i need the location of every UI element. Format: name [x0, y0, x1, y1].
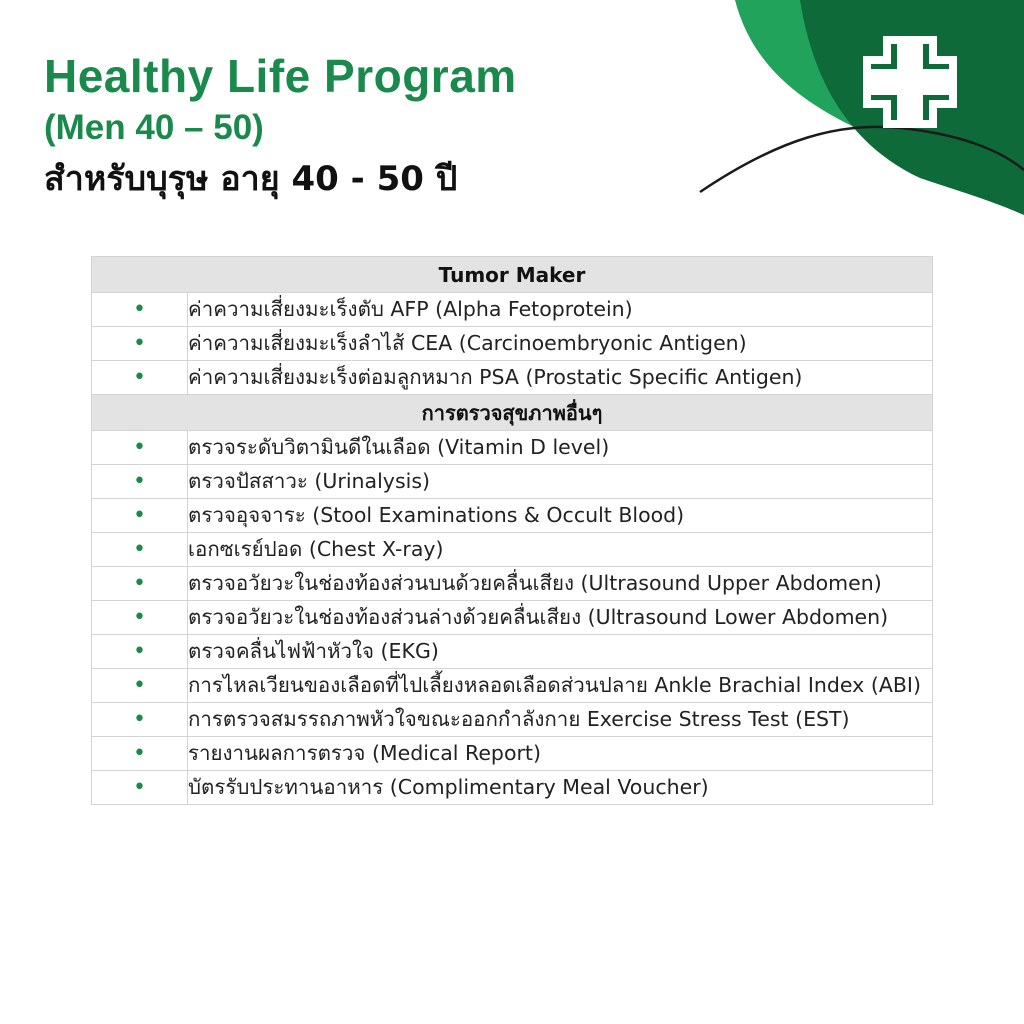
bullet-cell — [92, 635, 188, 669]
item-text: รายงานผลการตรวจ (Medical Report) — [188, 737, 933, 771]
item-text: ค่าความเสี่ยงมะเร็งตับ AFP (Alpha Fetoprotein) — [188, 293, 933, 327]
table-row — [92, 327, 933, 361]
bullet-icon: • — [133, 570, 146, 596]
section-header-row — [92, 395, 933, 431]
bullet-cell — [92, 465, 188, 499]
bullet-cell — [92, 431, 188, 465]
bullet-cell — [92, 361, 188, 395]
table-row — [92, 499, 933, 533]
bullet-icon: • — [133, 706, 146, 732]
item-text: ตรวจคลื่นไฟฟ้าหัวใจ (EKG) — [188, 635, 933, 669]
section-title: Tumor Maker — [92, 257, 933, 293]
table-row — [92, 465, 933, 499]
bullet-icon: • — [133, 672, 146, 698]
bullet-icon: • — [133, 740, 146, 766]
table-row — [92, 533, 933, 567]
bullet-cell — [92, 669, 188, 703]
item-text: การไหลเวียนของเลือดที่ไปเลี้ยงหลอดเลือดส่วนปลาย Ankle Brachial Index (ABI) — [188, 669, 933, 703]
bullet-cell — [92, 771, 188, 805]
bullet-cell — [92, 703, 188, 737]
table-row — [92, 361, 933, 395]
item-text: ตรวจอวัยวะในช่องท้องส่วนบนด้วยคลื่นเสียง (Ultrasound Upper Abdomen) — [188, 567, 933, 601]
table-row — [92, 567, 933, 601]
bullet-icon: • — [133, 638, 146, 664]
program-table — [91, 256, 933, 805]
item-text: การตรวจสมรรถภาพหัวใจขณะออกกำลังกาย Exercise Stress Test (EST) — [188, 703, 933, 737]
item-text: เอกซเรย์ปอด (Chest X-ray) — [188, 533, 933, 567]
section-header-row — [92, 257, 933, 293]
bullet-cell — [92, 327, 188, 361]
title-block — [44, 48, 517, 204]
table-row — [92, 737, 933, 771]
bullet-icon: • — [133, 364, 146, 390]
bullet-icon: • — [133, 604, 146, 630]
item-text: ค่าความเสี่ยงมะเร็งต่อมลูกหมาก PSA (Prostatic Specific Antigen) — [188, 361, 933, 395]
bullet-icon: • — [133, 434, 146, 460]
item-text: บัตรรับประทานอาหาร (Complimentary Meal Voucher) — [188, 771, 933, 805]
bullet-icon: • — [133, 502, 146, 528]
bullet-icon: • — [133, 330, 146, 356]
bullet-icon: • — [133, 468, 146, 494]
table-row — [92, 601, 933, 635]
table-row — [92, 635, 933, 669]
item-text: ตรวจระดับวิตามินดีในเลือด (Vitamin D level) — [188, 431, 933, 465]
table-row — [92, 771, 933, 805]
table-row — [92, 669, 933, 703]
bullet-icon: • — [133, 774, 146, 800]
bullet-cell — [92, 533, 188, 567]
thai-title: สำหรับบุรุษ อายุ 40 - 50 ปี — [44, 159, 458, 199]
page-title: Healthy Life Program — [44, 50, 517, 102]
bullet-cell — [92, 601, 188, 635]
bullet-cell — [92, 499, 188, 533]
item-text: ตรวจปัสสาวะ (Urinalysis) — [188, 465, 933, 499]
bullet-cell — [92, 567, 188, 601]
item-text: ตรวจอวัยวะในช่องท้องส่วนล่างด้วยคลื่นเสียง (Ultrasound Lower Abdomen) — [188, 601, 933, 635]
item-text: ค่าความเสี่ยงมะเร็งลำไส้ CEA (Carcinoembryonic Antigen) — [188, 327, 933, 361]
table-row — [92, 703, 933, 737]
bullet-icon: • — [133, 296, 146, 322]
page-subtitle: (Men 40 – 50) — [44, 108, 264, 147]
table-row — [92, 431, 933, 465]
bullet-cell — [92, 293, 188, 327]
bullet-cell — [92, 737, 188, 771]
table-row — [92, 293, 933, 327]
bullet-icon: • — [133, 536, 146, 562]
section-title: การตรวจสุขภาพอื่นๆ — [92, 395, 933, 431]
item-text: ตรวจอุจจาระ (Stool Examinations & Occult Blood) — [188, 499, 933, 533]
